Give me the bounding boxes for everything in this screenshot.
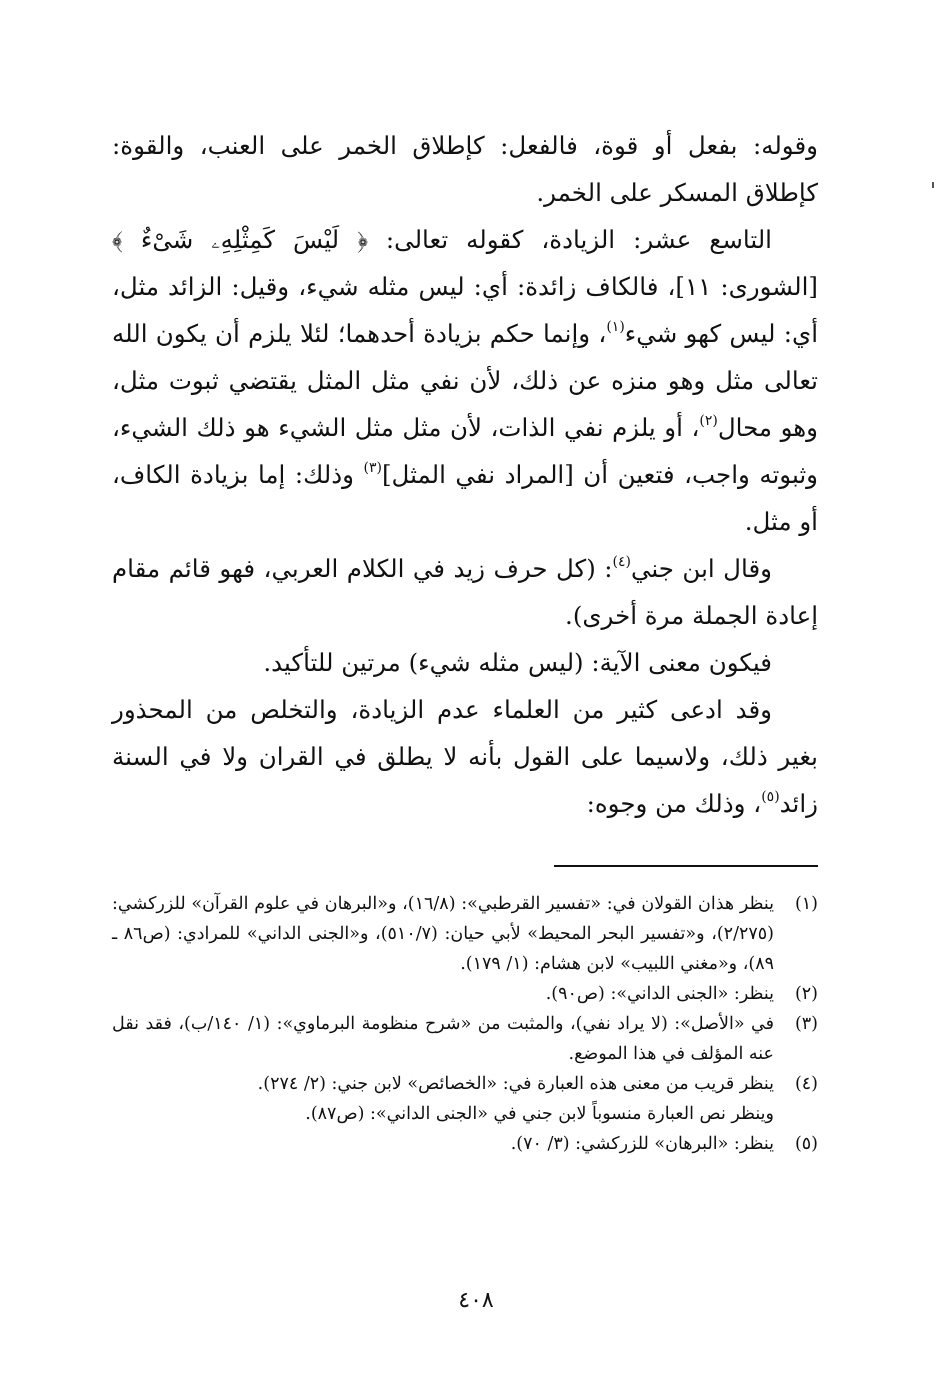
footnote-ref-2[interactable]: (٢) xyxy=(699,413,718,429)
paragraph-4: فيكون معنى الآية: (ليس مثله شيء) مرتين للتأكيد. xyxy=(263,648,772,677)
paragraph-5 xyxy=(112,686,818,827)
footnote-5 xyxy=(112,1129,818,1159)
paragraph-3-text-a: وقال ابن جني xyxy=(630,554,772,583)
footnote-number: (١) xyxy=(794,894,818,914)
footnote-1 xyxy=(112,889,818,979)
footnote-text-continued: وينظر نص العبارة منسوباً لابن جني في «الجنى الداني»: (ص٨٧). xyxy=(305,1104,774,1124)
paragraph-2 xyxy=(112,216,818,545)
footnote-number: (٢) xyxy=(794,984,818,1004)
paragraph-3-text-b: : (كل حرف زيد في الكلام العربي، فهو قائم مقام إعادة الجملة مرة أخرى). xyxy=(112,554,818,630)
paragraph-5-text-a: وقد ادعى كثير من العلماء عدم الزيادة، والتخلص من المحذور بغير ذلك، ولاسيما على القول بأنه لا يطلق في القران ولا في السنة زائد xyxy=(112,695,818,818)
quran-verse: ﴿ لَيْسَ كَمِثْلِهِۦ شَىْءٌ ﴾ xyxy=(112,225,368,254)
paragraph-5-text-b: ، وذلك من وجوه: xyxy=(586,789,762,818)
footnote-number: (٣) xyxy=(794,1014,818,1034)
footnote-text: ينظر: «الجنى الداني»: (ص٩٠). xyxy=(545,984,774,1004)
footnote-ref-4[interactable]: (٤) xyxy=(612,554,631,570)
paragraph-2-text-d: وذلك: إما بزيادة الكاف، أو مثل. xyxy=(112,460,818,536)
footnote-4 xyxy=(112,1069,818,1129)
paragraph-1: وقوله: بفعل أو قوة، فالفعل: كإطلاق الخمر على العنب، والقوة: كإطلاق المسكر على الخمر. xyxy=(112,131,818,207)
footnote-text-group xyxy=(112,1069,774,1129)
footnote-2 xyxy=(112,979,818,1009)
footnote-text: في «الأصل»: (لا يراد نفي)، والمثبت من «شرح منظومة البرماوي»: (١/ ١٤٠/ب)، فقد نقل عنه المؤلف في هذا الموضع. xyxy=(112,1014,774,1064)
footnote-ref-1[interactable]: (١) xyxy=(606,319,625,335)
page-number: ٤٠٨ xyxy=(458,1288,494,1313)
footnote-text: ينظر هذان القولان في: «تفسير القرطبي»: (١٦/٨)، و«البرهان في علوم القرآن» للزركشي: (٢/٢٧٥)، و«تفسير البحر المحيط» لأبي حيان: (٥١٠/٧)، و«الجنى الداني» للمرادي: (ص٨٦ ـ ٨٩)، و«مغني اللبيب» لابن هشام: (١/ ١٧٩). xyxy=(112,894,774,974)
paragraph-3 xyxy=(112,545,818,639)
footnote-divider xyxy=(554,865,818,867)
paragraph-2-text-c: ، أو يلزم نفي الذات، لأن مثل مثل الشيء هو ذلك الشيء، وثبوته واجب، فتعين أن [المراد نفي المثل] xyxy=(112,413,819,489)
footnote-text: ينظر قريب من معنى هذه العبارة في: «الخصائص» لابن جني: (٢/ ٢٧٤). xyxy=(257,1074,774,1094)
paragraph-2-text-a: [الشورى: ١١]، فالكاف زائدة: أي: ليس مثله شيء، وقيل: الزائد مثل، أي: ليس كهو شيء xyxy=(112,272,818,348)
footnote-number: (٥) xyxy=(794,1134,818,1154)
footnote-3 xyxy=(112,1009,818,1069)
scan-edge-mark xyxy=(932,182,934,188)
footnote-number: (٤) xyxy=(794,1074,818,1094)
footnote-ref-3[interactable]: (٣) xyxy=(363,460,382,476)
main-text xyxy=(112,122,818,827)
footnote-text: ينظر: «البرهان» للزركشي: (٣/ ٧٠). xyxy=(510,1134,774,1154)
paragraph-2-intro: التاسع عشر: الزيادة، كقوله تعالى: xyxy=(367,225,772,254)
footnote-ref-5[interactable]: (٥) xyxy=(761,789,780,805)
footnotes xyxy=(112,889,818,1159)
paragraph-2-text-b: ، وإنما حكم بزيادة أحدهما؛ لئلا يلزم أن يكون الله تعالى مثل وهو منزه عن ذلك، لأن نفي مثل المثل يقتضي ثبوت مثل، وهو محال xyxy=(112,319,818,442)
